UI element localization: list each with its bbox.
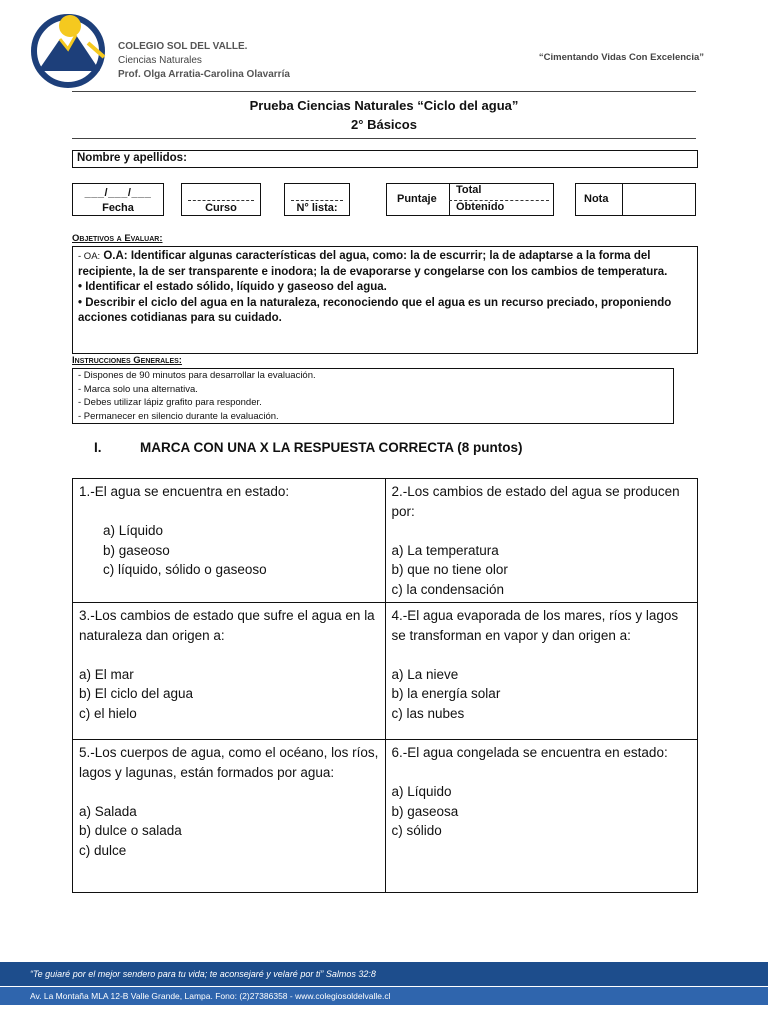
footer-address: Av. La Montaña MLA 12-B Valle Grande, Lampa. Fono: (2)27386358 - www.colegiosoldelvalle.cl	[0, 987, 768, 1005]
table-row	[73, 603, 698, 740]
answer-option[interactable]: a) Líquido	[391, 784, 452, 799]
questions-table	[72, 478, 698, 893]
answer-option[interactable]: b) gaseoso	[103, 542, 170, 558]
grade-divider	[622, 184, 623, 215]
answer-option[interactable]: c) el hielo	[79, 705, 137, 721]
title-line-2: 2° Básicos	[351, 117, 417, 132]
answer-option[interactable]: b) dulce o salada	[79, 823, 182, 838]
teacher-names: Prof. Olga Arratia-Carolina Olavarría	[118, 69, 290, 80]
instructions-heading: Instrucciones Generales:	[72, 355, 182, 366]
answer-option[interactable]: a) Líquido	[103, 523, 164, 538]
section-title: MARCA CON UNA X LA RESPUESTA CORRECTA (8 puntos)	[140, 440, 523, 455]
table-row	[73, 479, 698, 603]
student-name-field[interactable]	[72, 150, 698, 168]
date-label: Fecha	[102, 202, 134, 214]
question-1	[73, 479, 386, 603]
student-name-label: Nombre y apellidos:	[77, 152, 187, 164]
score-obtained-label: Obtenido	[456, 201, 505, 213]
list-dashed-line	[291, 200, 343, 201]
answer-option[interactable]: c) líquido, sólido o gaseoso	[103, 562, 267, 577]
question-text: 5.-Los cuerpos de agua, como el océano, los ríos, lagos y lagunas, están formados por agua:	[79, 745, 379, 780]
sun-mountain-logo-icon	[30, 13, 106, 89]
oa-text: O.A: Identificar algunas características del agua, como: la de escurrir; la de adaptarse a la forma del recipiente, la de ser transparente e inodora; la de evaporarse y congelarse con los cambios de temperatura.	[78, 250, 668, 278]
course-field[interactable]	[181, 183, 261, 216]
answer-option[interactable]: a) La temperatura	[391, 542, 499, 558]
school-logo	[30, 13, 106, 89]
question-2	[385, 479, 698, 603]
school-name: COLEGIO SOL DEL VALLE.	[118, 41, 248, 52]
instruction-item: - Permanecer en silencio durante la evaluación.	[78, 410, 279, 422]
objective-bullet-2: • Describir el ciclo del agua en la naturaleza, reconociendo que el agua es un recurso preciado, proponiendo acciones cotidianas para su cuidado.	[78, 296, 672, 324]
section-number: I.	[94, 440, 102, 455]
date-blank: ___/___/___	[84, 187, 152, 199]
instruction-item: - Debes utilizar lápiz grafito para responder.	[78, 397, 262, 408]
table-row	[73, 740, 698, 893]
school-info	[118, 40, 290, 82]
objectives-heading: Objetivos a Evaluar:	[72, 233, 163, 244]
date-field[interactable]	[72, 183, 164, 216]
objectives-box	[72, 246, 698, 354]
score-label: Puntaje	[397, 193, 437, 205]
instructions-box	[72, 368, 674, 424]
question-text: 1.-El agua se encuentra en estado:	[79, 484, 290, 499]
objective-oa	[78, 249, 692, 280]
question-3	[73, 603, 386, 740]
answer-option[interactable]: a) Salada	[79, 803, 137, 819]
course-label: Curso	[205, 202, 237, 214]
answer-option[interactable]: c) sólido	[391, 823, 442, 838]
answer-option[interactable]: b) gaseosa	[391, 803, 459, 819]
title-divider	[72, 138, 696, 139]
answer-option[interactable]: c) dulce	[79, 842, 127, 858]
score-total-label: Total	[456, 184, 482, 196]
question-text: 4.-El agua evaporada de los mares, ríos y lagos se transforman en vapor y dan origen a:	[391, 608, 679, 643]
objective-bullet-1: • Identificar el estado sólido, líquido y gaseoso del agua.	[78, 281, 387, 293]
footer-verse: “Te guiaré por el mejor sendero para tu vida; te aconsejaré y velaré por ti” Salmos 32:8	[0, 962, 768, 986]
list-number-label: N° lista:	[296, 202, 338, 214]
test-title	[0, 96, 768, 134]
question-text: 6.-El agua congelada se encuentra en estado:	[391, 745, 668, 760]
answer-option[interactable]: b) que no tiene olor	[391, 562, 508, 577]
answer-option[interactable]: b) la energía solar	[391, 686, 501, 701]
answer-option[interactable]: c) la condensación	[391, 581, 505, 597]
score-field[interactable]	[386, 183, 554, 216]
grade-label: Nota	[584, 193, 609, 205]
course-dashed-line	[188, 200, 254, 201]
question-text: 3.-Los cambios de estado que sufre el agua en la naturaleza dan origen a:	[79, 608, 375, 643]
instruction-item: - Dispones de 90 minutos para desarrollar la evaluación.	[78, 370, 316, 381]
question-6	[385, 740, 698, 893]
oa-prefix: - OA:	[78, 251, 101, 262]
title-line-1: Prueba Ciencias Naturales “Ciclo del agua”	[249, 98, 519, 113]
school-motto: “Cimentando Vidas Con Excelencia”	[538, 52, 704, 63]
answer-option[interactable]: a) La nieve	[391, 666, 459, 682]
grade-field[interactable]	[575, 183, 696, 216]
answer-option[interactable]: b) El ciclo del agua	[79, 686, 194, 701]
question-4	[385, 603, 698, 740]
answer-option[interactable]: a) El mar	[79, 666, 134, 682]
answer-option[interactable]: c) las nubes	[391, 705, 465, 721]
header-divider	[72, 91, 696, 92]
list-number-field[interactable]	[284, 183, 350, 216]
instruction-item: - Marca solo una alternativa.	[78, 383, 198, 395]
question-text: 2.-Los cambios de estado del agua se producen por:	[391, 484, 680, 519]
question-5	[73, 740, 386, 893]
subject-name: Ciencias Naturales	[118, 55, 202, 66]
section-heading	[94, 440, 523, 455]
